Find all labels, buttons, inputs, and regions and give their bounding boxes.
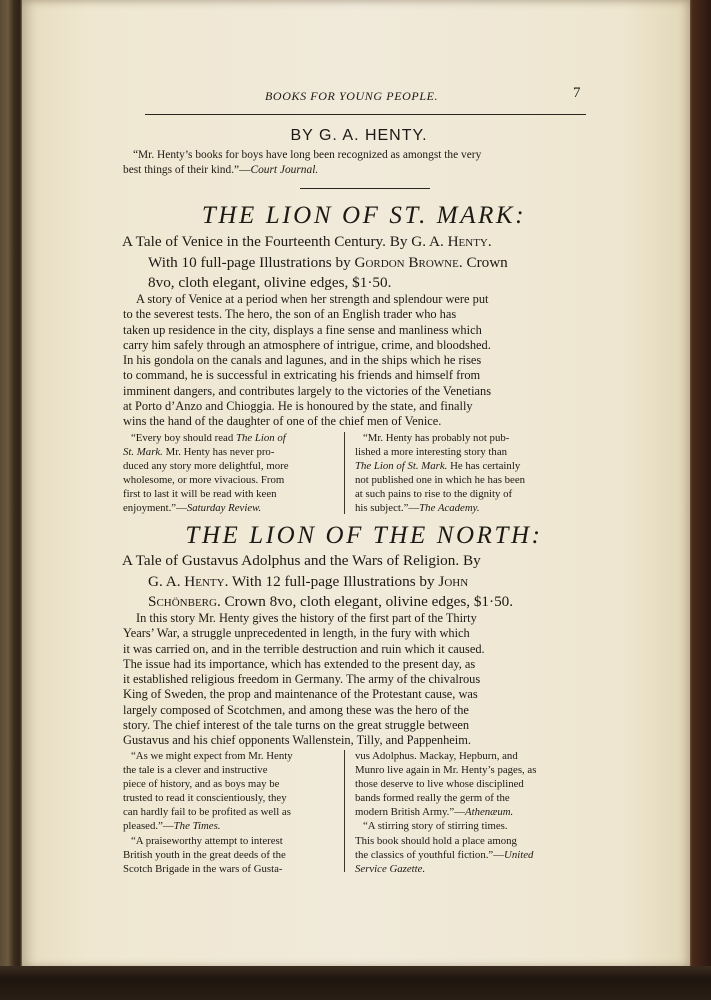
book1-subtitle-text-2b: Crown	[462, 253, 508, 271]
review-italic: The Lion of St. Mark.	[355, 460, 448, 473]
review-line: duced any story more delightful, more	[123, 460, 289, 473]
page-number: 7	[573, 85, 581, 101]
review-line	[355, 805, 559, 819]
review-text: He has certainly	[447, 460, 521, 473]
review-line: those deserve to live whose disciplined	[355, 778, 524, 791]
review-line: “A stirring story of stirring times.	[363, 820, 508, 833]
book2-subtitle-text-2b: With 12 full-page Illustrations by	[228, 572, 439, 590]
review-italic: St. Mark.	[123, 446, 163, 459]
book1-subtitle-line-3: 8vo, cloth elegant, olivine edges, $1·50.	[148, 274, 392, 291]
book2-desc-line: Gustavus and his chief opponents Wallenstein, Tilly, and Pappenheim.	[123, 733, 471, 748]
book1-desc-line: wins the hand of the daughter of one of the chief men of Venice.	[123, 414, 442, 429]
book1-desc-line: carry him safely through an atmosphere of intrigue, crime, and bloodshed.	[123, 337, 491, 352]
book-bottom-edge	[0, 966, 711, 1000]
review-line	[355, 848, 559, 862]
review-line: vus Adolphus. Mackay, Hepburn, and	[355, 750, 518, 762]
author-quote-line-1: “Mr. Henty’s books for boys have long been recognized as amongst the very	[133, 149, 482, 161]
review-source: Athenæum.	[464, 806, 514, 819]
book2-desc-line: Years’ War, a struggle unprecedented in length, in the fury with which	[123, 626, 470, 641]
book1-desc-line: In his gondola on the canals and lagunes, and in the ships which he rises	[123, 353, 482, 368]
book1-desc-rest	[123, 323, 566, 430]
book1-description-paragraph	[123, 292, 566, 323]
book1-subtitle-text-1: A Tale of Venice in the Fourteenth Century. By G. A.	[122, 233, 448, 250]
review-line	[355, 459, 559, 473]
book1-illustrator-name: Gordon Browne.	[354, 253, 463, 271]
book1-desc-line: taken up residence in the city, displays a fine sense and manliness which	[123, 322, 482, 337]
book1-review-left	[123, 431, 327, 516]
review-line	[355, 862, 559, 876]
review-line: Scotch Brigade in the wars of Gusta-	[123, 862, 283, 875]
review-line: Munro live again in Mr. Henty’s pages, as	[355, 764, 537, 777]
review-line: not published one in which he has been	[355, 474, 526, 487]
review-italic: The Lion of	[235, 432, 286, 444]
author-quote-text: best things of their kind.”—	[123, 164, 251, 176]
book1-desc-line: imminent dangers, and contributes largely to the victories of the Venetians	[123, 383, 492, 398]
book1-subtitle-line-2	[122, 253, 565, 274]
book2-desc-line: largely composed of Scotchmen, and among these was the hero of the	[123, 702, 469, 717]
column-divider	[344, 750, 345, 872]
book2-desc-line: In this story Mr. Henty gives the history of the first part of the Thirty	[136, 611, 477, 625]
review-line: This book should hold a place among	[355, 834, 517, 847]
review-source: United	[504, 848, 534, 861]
review-text: modern British Army.”—	[355, 806, 465, 819]
review-line	[123, 819, 327, 833]
column-divider	[344, 432, 345, 514]
header-rule	[145, 114, 586, 115]
book2-desc-line: King of Sweden, the prop and maintenance of the Protestant cause, was	[123, 687, 478, 702]
book1-desc-line: A story of Venice at a period when her strength and splendour were put	[136, 292, 489, 306]
review-text: enjoyment.”—	[123, 502, 187, 515]
review-line: wholesome, or more vivacious. From	[123, 474, 285, 487]
review-text: pleased.”—	[123, 820, 174, 833]
review-line: piece of history, and as boys may be	[123, 778, 280, 791]
book1-desc-line: to command, he is successful in extricating his friends and himself from	[123, 368, 481, 383]
book1-description	[123, 292, 566, 430]
review-line: trusted to read it conscientiously, they	[123, 792, 287, 805]
book-page	[22, 0, 690, 968]
book1-subtitle-text-2a: With 10 full-page Illustrations by	[148, 253, 355, 271]
book1-author-name: Henty.	[447, 233, 492, 250]
book2-desc-line: it established religious freedom in Germany. The army of the chivalrous	[123, 672, 481, 687]
review-line	[355, 501, 559, 515]
review-line: first to last it will be read with keen	[123, 488, 277, 501]
author-heading: BY G. A. HENTY.	[290, 127, 428, 144]
book2-desc-line: The issue had its importance, which has extended to the present day, as	[123, 656, 476, 671]
book2-review-left	[123, 749, 327, 876]
review-source: Service Gazette.	[355, 862, 426, 875]
book2-illustrator-first: John	[438, 572, 469, 590]
review-text: the classics of youthful fiction.”—	[355, 848, 505, 861]
review-line: “As we might expect from Mr. Henty	[131, 750, 293, 762]
review-line	[123, 501, 327, 515]
review-source: The Academy.	[419, 502, 480, 515]
review-line: can hardly fail to be profited as well as	[123, 806, 291, 819]
review-line	[123, 431, 327, 445]
running-title: BOOKS FOR YOUNG PEOPLE.	[265, 89, 439, 103]
review-text: “Every boy should read	[131, 432, 236, 444]
review-line: lished a more interesting story than	[355, 446, 508, 459]
author-quote	[123, 148, 567, 178]
book1-desc-line: to the severest tests. The hero, the son of an English trader who has	[123, 307, 457, 322]
review-line: at such pains to rise to the dignity of	[355, 488, 513, 501]
book-title-lion-of-the-north: THE LION OF THE NORTH:	[185, 522, 543, 549]
book2-desc-line: it was carried on, and in the terrible destruction and ruin which it caused.	[123, 641, 485, 656]
review-line	[123, 445, 327, 459]
book2-subtitle-line-3	[122, 592, 565, 613]
book2-illustrator-last: Schönberg.	[148, 593, 221, 610]
review-source: Saturday Review.	[186, 502, 262, 515]
book2-author-name: Henty.	[184, 572, 229, 590]
review-line: the tale is a clever and instructive	[123, 764, 268, 777]
book2-description	[123, 611, 566, 749]
review-line: “Mr. Henty has probably not pub-	[363, 432, 510, 444]
review-line: British youth in the great deeds of the	[123, 848, 286, 861]
author-quote-source: Court Journal.	[250, 164, 319, 176]
review-source: The Times.	[173, 820, 221, 833]
book2-subtitle-text-3: Crown 8vo, cloth elegant, olivine edges, $1·50.	[220, 593, 514, 610]
book2-subtitle-line-2	[122, 572, 565, 593]
book-title-lion-of-st-mark: THE LION OF ST. MARK:	[201, 202, 527, 229]
review-line: bands formed really the germ of the	[355, 792, 510, 805]
review-text: his subject.”—	[355, 502, 420, 515]
book1-subtitle-line-1	[122, 232, 565, 253]
section-divider	[300, 188, 430, 189]
book1-subtitle	[122, 232, 565, 294]
book2-subtitle	[122, 551, 565, 613]
book2-subtitle-line-1: A Tale of Gustavus Adolphus and the Wars of Religion. By	[122, 552, 481, 569]
book2-subtitle-text-2a: G. A.	[148, 572, 185, 590]
review-text: Mr. Henty has never pro-	[162, 446, 275, 459]
book1-desc-line: at Porto d’Anzo and Chioggia. He is honoured by the state, and finally	[123, 399, 473, 414]
book2-desc-line: story. The chief interest of the tale turns on the great struggle between	[123, 718, 470, 733]
book1-review-right	[355, 431, 559, 516]
author-quote-line-2	[123, 163, 567, 178]
review-line: “A praiseworthy attempt to interest	[131, 834, 283, 847]
book2-review-right	[355, 749, 559, 876]
